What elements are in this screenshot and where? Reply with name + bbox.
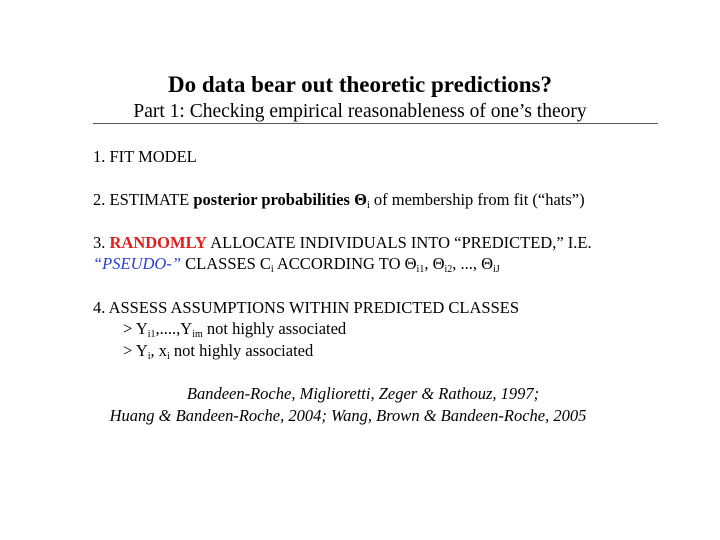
pseudo-label: “PSEUDO-” (93, 254, 182, 273)
citation-line-1: Bandeen-Roche, Miglioretti, Zeger & Rathouz, 1997; (186, 384, 540, 403)
classes-sub: i (270, 264, 274, 275)
theta-2-text: , Θ (424, 254, 445, 273)
item-fit-model: 1. FIT MODEL (93, 147, 197, 166)
assess-sub-2-s1: i (147, 351, 151, 362)
item-allocate-prefix: 3. (93, 233, 110, 252)
assess-sub-1 (123, 319, 346, 339)
title-divider (93, 123, 658, 124)
slide-title: Do data bear out theoretic predictions? (168, 72, 552, 97)
assess-sub-2-c: not highly associated (169, 341, 314, 360)
item-estimate (93, 190, 585, 210)
theta-sub-1: i1 (416, 264, 425, 275)
item-allocate-highlight: RANDOMLY (109, 233, 207, 252)
item-assess: 4. ASSESS ASSUMPTIONS WITHIN PREDICTED CLASSES (93, 298, 520, 317)
assess-sub-1-c: not highly associated (202, 319, 347, 338)
theta-sub-2: i2 (444, 264, 453, 275)
assess-sub-1-b: ,....,Y (155, 319, 193, 338)
assess-sub-1-s1: i1 (147, 329, 156, 340)
citation-line-2: Huang & Bandeen-Roche, 2004; Wang, Brown & Bandeen-Roche, 2005 (109, 406, 587, 425)
item-estimate-bold: posterior probabilities Θ (193, 190, 367, 209)
theta-j-text: , ..., Θ (452, 254, 494, 273)
item-allocate-line2 (93, 254, 500, 274)
according-text: ACCORDING TO Θ (273, 254, 417, 273)
assess-sub-2-s2: i (167, 351, 170, 362)
assess-sub-1-a: > Y (123, 319, 148, 338)
item-allocate (93, 233, 592, 253)
classes-text: CLASSES C (181, 254, 271, 273)
assess-sub-2 (123, 341, 313, 361)
item-estimate-sub: i (366, 200, 370, 211)
assess-sub-2-a: > Y (123, 341, 148, 360)
item-allocate-suffix: ALLOCATE INDIVIDUALS INTO “PREDICTED,” I.E. (206, 233, 592, 252)
item-estimate-prefix: 2. ESTIMATE (93, 190, 194, 209)
item-estimate-suffix: of membership from fit (“hats”) (369, 190, 585, 209)
assess-sub-1-s2: im (192, 329, 203, 340)
theta-sub-j: iJ (493, 264, 500, 275)
slide-subtitle: Part 1: Checking empirical reasonableness of one’s theory (133, 101, 587, 122)
assess-sub-2-b: , x (150, 341, 168, 360)
